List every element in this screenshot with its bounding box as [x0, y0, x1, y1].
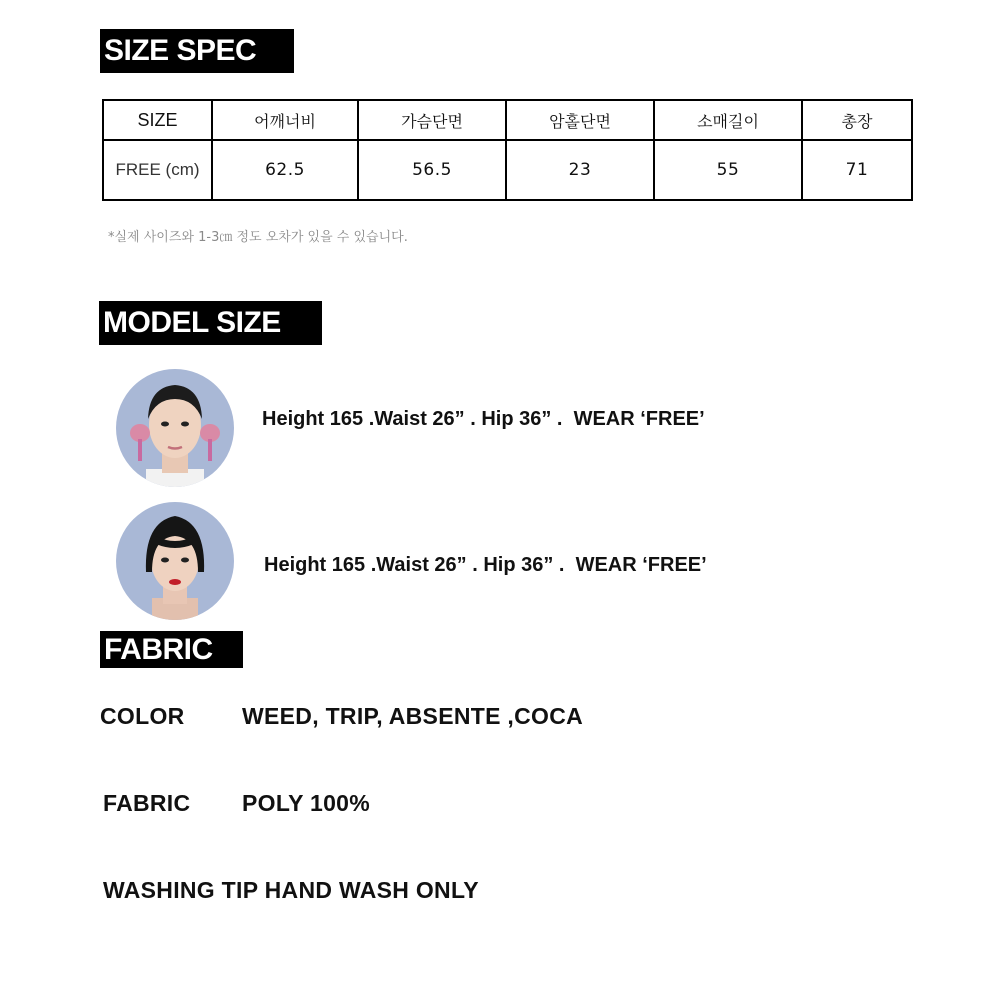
- model-2-avatar: [116, 502, 234, 620]
- table-header-cell: 소매길이: [654, 100, 802, 140]
- color-label: COLOR: [100, 703, 185, 729]
- fabric-label: FABRIC: [103, 790, 191, 816]
- table-cell: 23: [506, 140, 654, 200]
- table-header-cell: 암홀단면: [506, 100, 654, 140]
- table-row: [103, 140, 912, 200]
- size-table-header-row: [103, 100, 912, 140]
- table-cell: FREE (cm): [103, 140, 212, 200]
- table-cell: 56.5: [358, 140, 506, 200]
- model-size-heading: MODEL SIZE: [99, 301, 322, 345]
- table-cell: 71: [802, 140, 912, 200]
- size-note: *실제 사이즈와 1-3㎝ 정도 오차가 있을 수 있습니다.: [108, 230, 408, 245]
- model-1-measurements: Height 165 .Waist 26” . Hip 36” . WEAR ‘FREE’: [262, 408, 705, 430]
- size-spec-heading: SIZE SPEC: [100, 29, 294, 73]
- table-cell: 62.5: [212, 140, 358, 200]
- table-cell: 55: [654, 140, 802, 200]
- table-header-cell: 가슴단면: [358, 100, 506, 140]
- fabric-value: POLY 100%: [242, 790, 371, 816]
- table-header-cell: 어깨너비: [212, 100, 358, 140]
- color-value: WEED, TRIP, ABSENTE ,COCA: [242, 703, 584, 729]
- fabric-heading: FABRIC: [100, 631, 243, 668]
- size-spec-table: [102, 99, 913, 201]
- table-header-cell: 총장: [802, 100, 912, 140]
- table-header-cell: SIZE: [103, 100, 212, 140]
- washing-tip: WASHING TIP HAND WASH ONLY: [103, 877, 479, 903]
- model-2-measurements: Height 165 .Waist 26” . Hip 36” . WEAR ‘FREE’: [264, 554, 707, 576]
- model-1-avatar: [116, 369, 234, 487]
